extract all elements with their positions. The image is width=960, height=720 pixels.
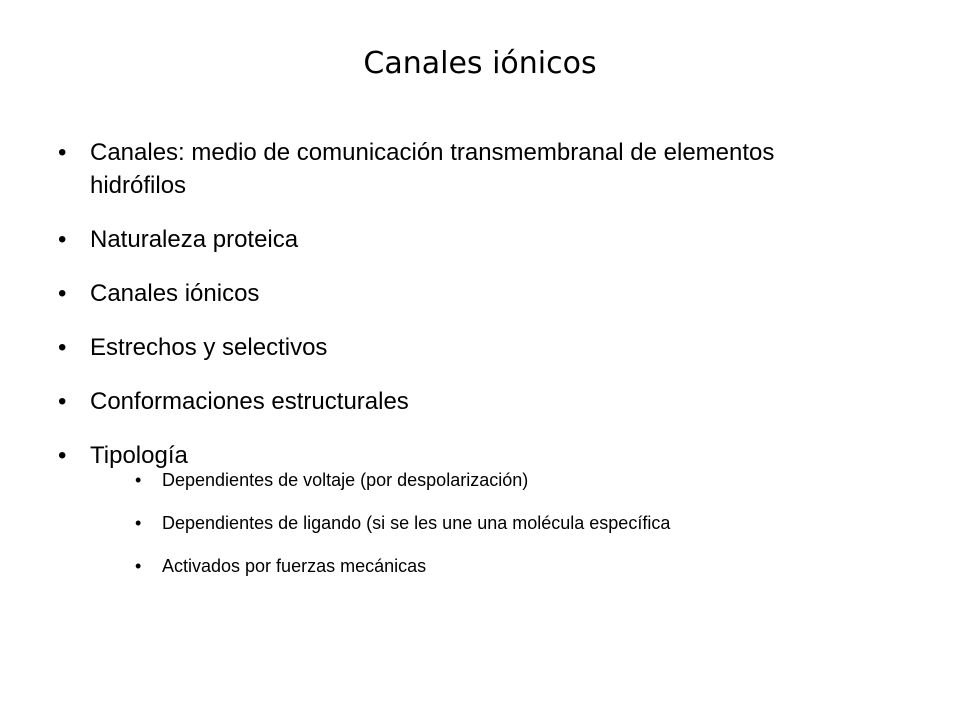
bullet-dot-icon: • [58,388,67,415]
bullet-dot-icon: • [58,226,67,253]
sub-bullet-item [135,468,903,492]
bullet-item [58,277,858,310]
sub-bullet-text: Dependientes de ligando (si se les une una molécula específica [162,513,671,533]
bullet-dot-icon: • [58,280,67,307]
bullet-item [58,223,858,256]
bullet-dot-icon: • [58,334,67,361]
bullet-item [58,439,858,582]
bullet-list [58,136,858,603]
bullet-item [58,331,858,364]
sub-bullet-item [135,554,903,578]
bullet-item [58,136,858,202]
bullet-dot-icon: • [58,442,67,469]
bullet-text: Tipología [90,442,188,469]
sub-bullet-text: Dependientes de voltaje (por despolarización) [162,470,529,490]
bullet-text: Naturaleza proteica [90,226,299,253]
bullet-text: Estrechos y selectivos [90,334,328,361]
sub-bullet-dot-icon: • [135,556,142,576]
sub-bullet-list [135,468,903,578]
bullet-item [58,385,858,418]
sub-bullet-item [135,511,903,535]
sub-bullet-dot-icon: • [135,470,142,490]
slide-title: Canales iónicos [363,46,597,81]
bullet-text: Canales iónicos [90,280,260,307]
bullet-text: Canales: medio de comunicación transmembranal de elementos hidrófilos [90,139,775,199]
sub-bullet-dot-icon: • [135,513,142,533]
sub-bullet-text: Activados por fuerzas mecánicas [162,556,427,576]
bullet-dot-icon: • [58,139,67,166]
bullet-text: Conformaciones estructurales [90,388,409,415]
